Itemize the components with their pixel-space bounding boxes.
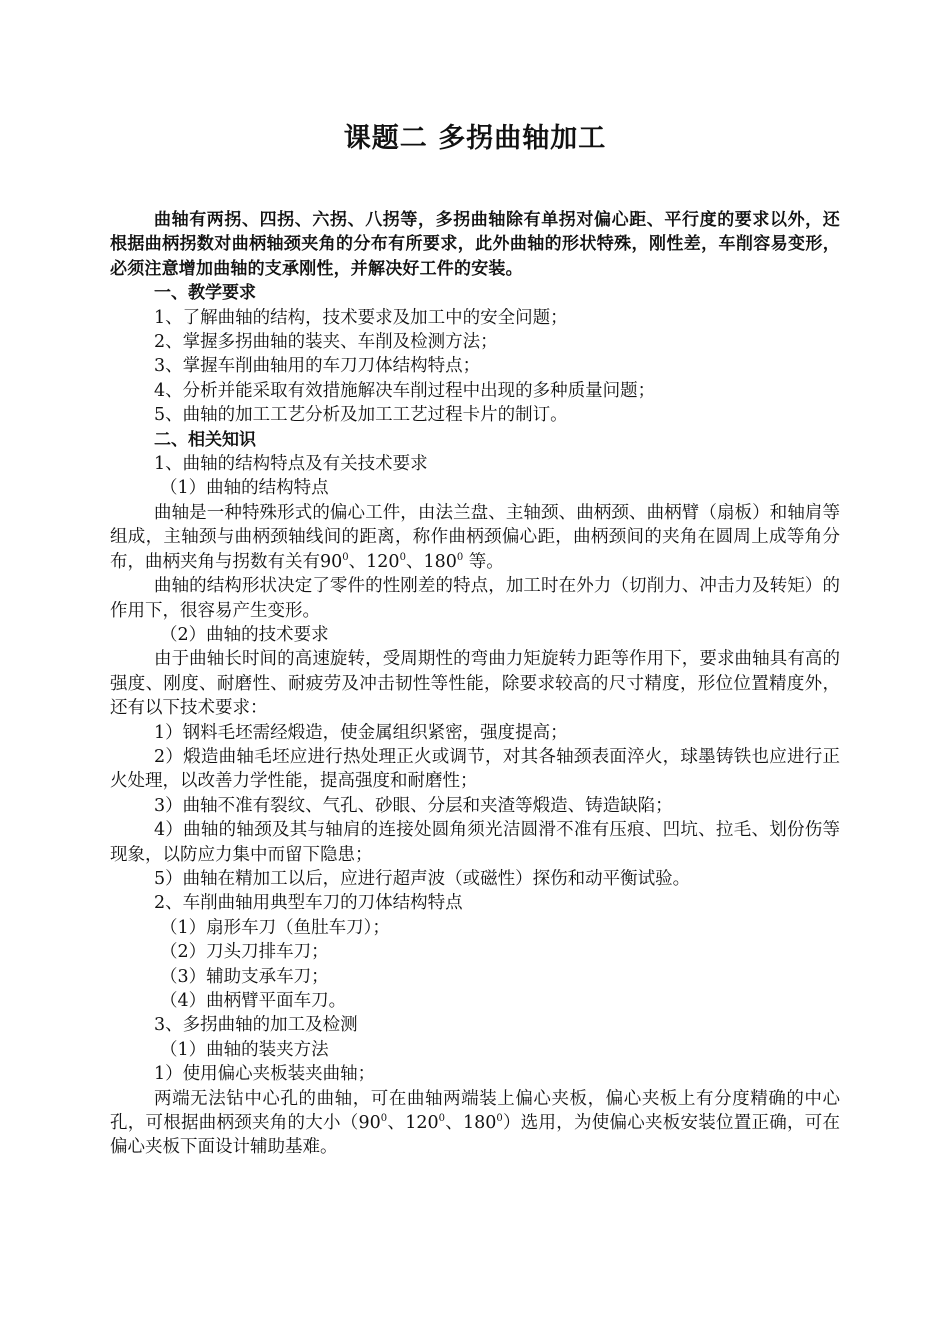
list-item: 2、掌握多拐曲轴的装夹、车削及检测方法；: [154, 332, 498, 353]
section-heading-knowledge: 二、相关知识: [154, 429, 256, 450]
paragraph-structure: [110, 501, 840, 574]
paragraph-shape: 曲轴的结构形状决定了零件的性刚差的特点，加工时在外力（切削力、冲击力及转矩）的作用下，很容易产生变形。: [110, 576, 840, 621]
degree-sup: 0: [399, 551, 406, 563]
paragraph-text: 曲轴是一种特殊形式的偏心工件，由法兰盘、主轴颈、曲柄颈、曲柄臂（扇板）和轴肩等组成，主轴颈与曲柄颈轴线间的距离，称作曲柄颈偏心距，曲柄颈间的夹角在圆周上成等角分布，曲柄夹角与拐数有关有: [110, 502, 840, 572]
subheading: 1）使用偏心夹板装夹曲轴；: [154, 1064, 376, 1085]
intro-paragraph: 曲轴有两拐、四拐、六拐、八拐等，多拐曲轴除有单拐对偏心距、平行度的要求以外，还根据曲柄拐数对曲柄轴颈夹角的分布有所要求，此外曲轴的形状特殊，刚性差，车削容易变形，必须注意增加曲轴的支承刚性，并解决好工件的安装。: [110, 210, 840, 279]
list-item: 3、掌握车削曲轴用的车刀刀体结构特点；: [154, 356, 481, 377]
separator: 、: [405, 551, 424, 572]
section-heading-teaching: 一、教学要求: [154, 283, 256, 304]
subheading: （2）曲轴的技术要求: [160, 624, 329, 645]
requirement-item: 3）曲轴不准有裂纹、气孔、砂眼、分层和夹渣等煅造、铸造缺陷；: [154, 795, 673, 816]
degree-sup: 0: [342, 551, 349, 563]
degree-sup: 0: [438, 1113, 445, 1125]
list-item: 1、了解曲轴的结构，技术要求及加工中的安全问题；: [154, 307, 568, 328]
paragraph-tail: 等。: [463, 551, 504, 572]
tool-item: （1）扇形车刀（鱼肚车刀）；: [160, 917, 390, 938]
degree-sup: 0: [380, 1113, 388, 1125]
angle-value: 180: [462, 1113, 497, 1134]
requirement-item: 2）煅造曲轴毛坯应进行热处理正火或调节，对其各轴颈表面淬火，球墨铸铁也应进行正火处理，以改善力学性能，提高强度和耐磨性；: [110, 746, 840, 792]
page-title: 课题二 多拐曲轴加工: [343, 123, 607, 154]
angle-value: 90: [320, 551, 343, 572]
tool-item: （2）刀头刀排车刀；: [160, 942, 329, 963]
separator: 、: [387, 1113, 406, 1134]
subheading: 1、曲轴的结构特点及有关技术要求: [154, 454, 428, 475]
angle-value: 180: [423, 551, 457, 572]
document-body: [110, 208, 840, 1160]
degree-sup: 0: [496, 1113, 503, 1125]
paragraph-text: 两端无法钻中心孔的曲轴，可在曲轴两端装上偏心夹板，偏心夹板上有分度精确的中心孔，可根据曲柄颈夹角的大小（: [110, 1088, 840, 1134]
angle-value: 120: [366, 551, 400, 572]
paragraph-text: ）选用，为使偏心夹板安装位置正确，可在偏心夹板下面设计辅助基难。: [110, 1113, 841, 1158]
subheading: 3、多拐曲轴的加工及检测: [154, 1015, 358, 1036]
subheading: （1）曲轴的装夹方法: [160, 1039, 329, 1060]
separator: 、: [444, 1113, 463, 1134]
degree-sup: 0: [456, 551, 464, 563]
requirement-item: 5）曲轴在精加工以后，应进行超声波（或磁性）探伤和动平衡试验。: [154, 868, 691, 889]
paragraph-clamp: [110, 1087, 840, 1160]
subheading: （1）曲轴的结构特点: [160, 478, 329, 499]
angle-value: 90: [358, 1113, 381, 1134]
separator: 、: [348, 551, 367, 572]
list-item: 4、分析并能采取有效措施解决车削过程中出现的多种质量问题；: [154, 380, 656, 401]
angle-value: 120: [405, 1113, 439, 1134]
tool-item: （3）辅助支承车刀；: [160, 966, 329, 987]
requirement-item: 4）曲轴的轴颈及其与轴肩的连接处圆角须光洁圆滑不准有压痕、凹坑、拉毛、划份伤等现象，以防应力集中而留下隐患；: [110, 820, 840, 865]
subheading: 2、车削曲轴用典型车刀的刀体结构特点: [154, 893, 463, 914]
tool-item: （4）曲柄臂平面车刀。: [160, 991, 347, 1011]
paragraph-tech: 由于曲轴长时间的高速旋转，受周期性的弯曲力矩旋转力距等作用下，要求曲轴具有高的强度、刚度、耐磨性、耐疲劳及冲击韧性等性能，除要求较高的尺寸精度，形位位置精度外，还有以下技术要求：: [110, 649, 840, 719]
requirement-item: 1）钢料毛坯需经煅造，使金属组织紧密，强度提高；: [154, 722, 568, 743]
list-item: 5、曲轴的加工工艺分析及加工工艺过程卡片的制订。: [154, 405, 568, 426]
